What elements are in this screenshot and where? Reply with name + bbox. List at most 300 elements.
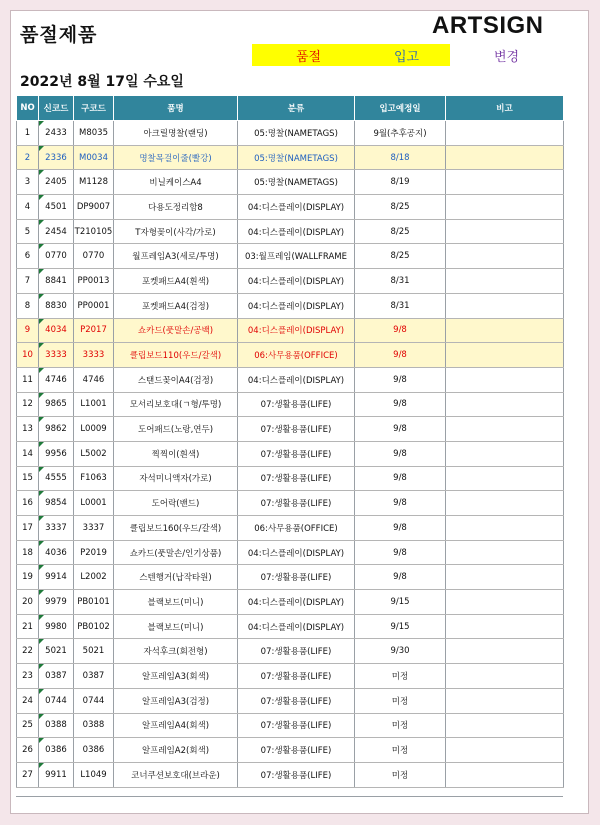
cell-eta-text: 8/18: [390, 152, 410, 163]
table-row: [17, 590, 564, 615]
cell-no: [17, 738, 39, 763]
cell-new-code-text: 9979: [45, 596, 67, 607]
cell-old-code: [74, 664, 114, 689]
table-row: [17, 121, 564, 146]
cell-category: [238, 738, 355, 763]
cell-old-code: [74, 367, 114, 392]
cell-new-code-text: 2454: [45, 226, 67, 237]
cell-comment-marker: [39, 417, 44, 422]
cell-old-code-text: 0387: [82, 670, 105, 681]
table-row: [17, 688, 564, 713]
cell-product-name: [114, 343, 238, 368]
cell-no-text: 4: [24, 201, 31, 212]
cell-product-name-text: 포켓패드A4(흰색): [141, 276, 210, 287]
cell-eta: [355, 293, 446, 318]
cell-old-code-text: L0001: [80, 498, 107, 509]
cell-old-code-text: 5021: [82, 646, 105, 657]
cell-product-name-text: 알프레임A3(검정): [141, 696, 210, 707]
cell-old-code: [74, 417, 114, 442]
cell-new-code-text: 2433: [45, 127, 67, 138]
cell-old-code: [74, 244, 114, 269]
cell-note: [446, 367, 564, 392]
cell-new-code-text: 9854: [45, 498, 67, 509]
cell-eta: [355, 491, 446, 516]
cell-comment-marker: [39, 565, 44, 570]
table-row: [17, 614, 564, 639]
cell-eta-text: 8/19: [390, 177, 410, 188]
cell-product-name: [114, 466, 238, 491]
soldout-products-table: [16, 95, 564, 788]
cell-product-name-text: 모서리보호대(ㄱ형/투명): [129, 400, 222, 411]
cell-old-code: [74, 145, 114, 170]
cell-comment-marker: [39, 269, 44, 274]
cell-category: [238, 170, 355, 195]
cell-new-code: [39, 762, 74, 787]
cell-eta-text: 9/8: [393, 424, 407, 435]
cell-category-text: 07:생활용품(LIFE): [260, 746, 332, 757]
cell-category-text: 07:생활용품(LIFE): [260, 573, 332, 584]
cell-note: [446, 269, 564, 294]
cell-note: [446, 491, 564, 516]
cell-product-name-text: 코너쿠션보호대(브라운): [131, 770, 220, 781]
cell-product-name: [114, 639, 238, 664]
cell-old-code: [74, 343, 114, 368]
cell-category-text: 07:생활용품(LIFE): [260, 647, 332, 658]
cell-old-code-text: 4746: [82, 374, 105, 385]
cell-no-text: 24: [22, 695, 33, 706]
cell-old-code: [74, 540, 114, 565]
cell-category-text: 07:생활용품(LIFE): [260, 449, 332, 460]
cell-new-code-text: 4036: [45, 547, 67, 558]
cell-new-code-text: 2336: [45, 152, 67, 163]
cell-old-code-text: M0034: [79, 152, 108, 163]
cell-product-name-text: 월프레임A3(세로/투명): [132, 252, 219, 263]
cell-category: [238, 590, 355, 615]
cell-no: [17, 269, 39, 294]
cell-note: [446, 293, 564, 318]
cell-no: [17, 762, 39, 787]
brand-logo-text: ARTSIGN: [432, 12, 544, 39]
cell-no: [17, 441, 39, 466]
cell-new-code: [39, 639, 74, 664]
cell-no: [17, 121, 39, 146]
cell-eta: [355, 688, 446, 713]
cell-eta-text: 9/30: [390, 646, 410, 657]
cell-eta: [355, 664, 446, 689]
cell-old-code-text: M8035: [79, 127, 108, 138]
cell-eta: [355, 639, 446, 664]
cell-product-name: [114, 565, 238, 590]
cell-new-code: [39, 713, 74, 738]
cell-comment-marker: [39, 244, 44, 249]
cell-category: [238, 293, 355, 318]
cell-old-code-text: L2002: [80, 572, 107, 583]
cell-old-code: [74, 713, 114, 738]
cell-category-text: 04:디스플레이(DISPLAY): [247, 548, 345, 559]
cell-product-name: [114, 244, 238, 269]
cell-category: [238, 195, 355, 220]
cell-new-code-text: 2405: [45, 177, 67, 188]
cell-new-code: [39, 540, 74, 565]
cell-product-name: [114, 392, 238, 417]
cell-category: [238, 491, 355, 516]
cell-no: [17, 392, 39, 417]
cell-eta: [355, 219, 446, 244]
cell-eta: [355, 244, 446, 269]
cell-no-text: 22: [22, 646, 33, 657]
cell-product-name-text: 클립보드110(우드/갈색): [129, 351, 222, 362]
cell-product-name-text: 알프레임A4(회색): [141, 721, 210, 732]
cell-no-text: 6: [24, 251, 31, 262]
cell-eta: [355, 762, 446, 787]
cell-product-name-text: 아크릴명찰(랜딩): [143, 128, 208, 139]
table-row: [17, 219, 564, 244]
cell-no: [17, 713, 39, 738]
cell-old-code: [74, 466, 114, 491]
cell-comment-marker: [39, 763, 44, 768]
cell-no: [17, 540, 39, 565]
cell-no-text: 18: [22, 547, 33, 558]
header-eta: 입고예정일: [355, 96, 446, 121]
cell-note: [446, 195, 564, 220]
cell-product-name: [114, 738, 238, 763]
cell-old-code: [74, 516, 114, 541]
cell-category-text: 07:생활용품(LIFE): [260, 770, 332, 781]
cell-eta: [355, 441, 446, 466]
cell-no-text: 19: [22, 572, 33, 583]
header-note: 비고: [446, 96, 564, 121]
cell-no: [17, 491, 39, 516]
cell-old-code: [74, 762, 114, 787]
header-new-code: 신코드: [39, 96, 74, 121]
cell-comment-marker: [39, 738, 44, 743]
cell-new-code-text: 4501: [45, 201, 67, 212]
cell-note: [446, 762, 564, 787]
cell-no: [17, 145, 39, 170]
table-row: [17, 318, 564, 343]
cell-eta: [355, 121, 446, 146]
cell-old-code-text: L5002: [80, 448, 107, 459]
cell-old-code-text: L1049: [80, 769, 107, 780]
cell-no: [17, 367, 39, 392]
cell-category-text: 07:생활용품(LIFE): [260, 474, 332, 485]
cell-note: [446, 614, 564, 639]
table-row: [17, 343, 564, 368]
table-header-row: [17, 96, 564, 121]
cell-category-text: 04:디스플레이(DISPLAY): [247, 202, 345, 213]
cell-note: [446, 121, 564, 146]
cell-no-text: 9: [24, 325, 31, 336]
cell-new-code: [39, 293, 74, 318]
cell-comment-marker: [39, 491, 44, 496]
cell-product-name: [114, 762, 238, 787]
cell-product-name: [114, 170, 238, 195]
cell-note: [446, 738, 564, 763]
cell-eta-text: 미정: [391, 746, 409, 757]
cell-comment-marker: [39, 516, 44, 521]
table-row: [17, 491, 564, 516]
cell-note: [446, 318, 564, 343]
cell-no-text: 3: [24, 177, 31, 188]
cell-category-text: 07:생활용품(LIFE): [260, 425, 332, 436]
cell-no: [17, 170, 39, 195]
cell-old-code: [74, 565, 114, 590]
cell-eta: [355, 466, 446, 491]
cell-product-name: [114, 269, 238, 294]
cell-no-text: 26: [22, 745, 33, 756]
cell-new-code: [39, 417, 74, 442]
cell-new-code-text: 9980: [45, 621, 67, 632]
cell-note: [446, 466, 564, 491]
cell-new-code: [39, 343, 74, 368]
cell-product-name: [114, 713, 238, 738]
cell-no-text: 15: [22, 473, 33, 484]
cell-note: [446, 688, 564, 713]
cell-eta-text: 9/8: [393, 473, 407, 484]
table-row: [17, 540, 564, 565]
cell-eta-text: 9/8: [393, 547, 407, 558]
cell-new-code: [39, 145, 74, 170]
cell-category: [238, 466, 355, 491]
cell-comment-marker: [39, 294, 44, 299]
cell-category-text: 05:명찰(NAMETAGS): [254, 153, 338, 164]
cell-no-text: 20: [22, 596, 33, 607]
cell-product-name: [114, 516, 238, 541]
cell-new-code-text: 0387: [45, 670, 67, 681]
cell-no: [17, 664, 39, 689]
cell-old-code-text: PB0101: [77, 596, 110, 607]
cell-new-code-text: 4034: [45, 325, 67, 336]
cell-eta-text: 8/31: [390, 300, 410, 311]
table-row: [17, 516, 564, 541]
table-row: [17, 170, 564, 195]
cell-old-code: [74, 121, 114, 146]
cell-old-code: [74, 738, 114, 763]
cell-no: [17, 343, 39, 368]
legend-incoming: 입고: [394, 50, 420, 65]
cell-comment-marker: [39, 689, 44, 694]
cell-new-code-text: 9865: [45, 399, 67, 410]
cell-category-text: 07:생활용품(LIFE): [260, 400, 332, 411]
cell-new-code-text: 4746: [45, 374, 67, 385]
cell-category-text: 05:명찰(NAMETAGS): [254, 178, 338, 189]
cell-category: [238, 565, 355, 590]
cell-old-code-text: PP0001: [77, 300, 110, 311]
cell-category-text: 04:디스플레이(DISPLAY): [247, 597, 345, 608]
cell-product-name-text: 다용도정리함8: [148, 202, 203, 213]
cell-eta-text: 9/8: [393, 399, 407, 410]
cell-eta-text: 9/8: [393, 325, 407, 336]
cell-eta-text: 미정: [391, 696, 409, 707]
cell-no: [17, 244, 39, 269]
cell-product-name-text: 알프레임A3(회색): [141, 671, 210, 682]
table-row: [17, 145, 564, 170]
table-body: [17, 121, 564, 788]
cell-product-name-text: 도어락(밴드): [151, 499, 200, 510]
cell-product-name: [114, 590, 238, 615]
cell-no: [17, 219, 39, 244]
cell-product-name: [114, 614, 238, 639]
cell-old-code: [74, 441, 114, 466]
cell-eta: [355, 343, 446, 368]
cell-no-text: 21: [22, 621, 33, 632]
cell-note: [446, 540, 564, 565]
cell-no: [17, 466, 39, 491]
cell-eta: [355, 540, 446, 565]
cell-new-code: [39, 121, 74, 146]
cell-no: [17, 318, 39, 343]
status-legend: [252, 44, 450, 66]
cell-eta-text: 8/25: [390, 226, 410, 237]
cell-eta: [355, 417, 446, 442]
cell-no: [17, 614, 39, 639]
cell-new-code: [39, 219, 74, 244]
cell-note: [446, 516, 564, 541]
cell-new-code: [39, 738, 74, 763]
cell-eta: [355, 195, 446, 220]
cell-new-code: [39, 367, 74, 392]
cell-eta-text: 9/8: [393, 350, 407, 361]
cell-no-text: 16: [22, 498, 33, 509]
cell-eta-text: 8/31: [390, 275, 410, 286]
cell-category: [238, 614, 355, 639]
table-row: [17, 441, 564, 466]
cell-eta-text: 9/15: [390, 596, 410, 607]
cell-new-code: [39, 590, 74, 615]
cell-category: [238, 441, 355, 466]
cell-note: [446, 417, 564, 442]
cell-eta-text: 9/8: [393, 498, 407, 509]
table-row: [17, 762, 564, 787]
cell-new-code-text: 0386: [45, 745, 67, 756]
cell-old-code: [74, 195, 114, 220]
table-row: [17, 244, 564, 269]
cell-old-code-text: P2017: [80, 325, 107, 336]
cell-no-text: 8: [24, 300, 31, 311]
legend-sold-out: 품절: [296, 50, 322, 65]
cell-eta-text: 8/25: [390, 201, 410, 212]
cell-new-code: [39, 392, 74, 417]
cell-product-name: [114, 219, 238, 244]
cell-old-code-text: L1001: [80, 399, 107, 410]
cell-product-name-text: 포켓패드A4(검정): [141, 301, 210, 312]
cell-product-name-text: 쇼카드(풋말손/인기상품): [129, 548, 222, 559]
cell-category: [238, 343, 355, 368]
cell-eta-text: 8/25: [390, 251, 410, 262]
cell-no-text: 10: [22, 350, 33, 361]
cell-product-name-text: 자석미니액자(가로): [139, 474, 212, 485]
cell-category: [238, 244, 355, 269]
cell-old-code-text: L0009: [80, 424, 107, 435]
cell-product-name-text: 클립보드160(우드/갈색): [129, 523, 222, 534]
cell-product-name: [114, 441, 238, 466]
cell-no: [17, 590, 39, 615]
cell-old-code: [74, 318, 114, 343]
cell-old-code-text: 3333: [82, 350, 105, 361]
cell-product-name-text: 자석후크(회전형): [143, 647, 208, 658]
cell-old-code-text: F1063: [80, 473, 107, 484]
cell-category: [238, 367, 355, 392]
cell-old-code-text: 0388: [82, 720, 105, 731]
table-row: [17, 269, 564, 294]
cell-new-code-text: 8830: [45, 300, 67, 311]
cell-eta: [355, 318, 446, 343]
cell-comment-marker: [39, 541, 44, 546]
cell-product-name-text: 도어패드(노랑,연두): [137, 425, 214, 436]
cell-category-text: 04:디스플레이(DISPLAY): [247, 276, 345, 287]
cell-category-text: 04:디스플레이(DISPLAY): [247, 326, 345, 337]
cell-no-text: 12: [22, 399, 33, 410]
cell-no: [17, 639, 39, 664]
cell-comment-marker: [39, 146, 44, 151]
cell-comment-marker: [39, 442, 44, 447]
cell-product-name: [114, 491, 238, 516]
cell-comment-marker: [39, 121, 44, 126]
cell-no-text: 2: [24, 152, 31, 163]
table-row: [17, 392, 564, 417]
cell-new-code: [39, 466, 74, 491]
cell-eta: [355, 170, 446, 195]
cell-category: [238, 318, 355, 343]
cell-category: [238, 540, 355, 565]
cell-old-code: [74, 614, 114, 639]
cell-category-text: 06:사무용품(OFFICE): [254, 351, 338, 362]
cell-new-code: [39, 614, 74, 639]
cell-product-name-text: 비닐케이스A4: [149, 178, 202, 189]
cell-old-code: [74, 491, 114, 516]
cell-new-code-text: 8841: [45, 275, 67, 286]
cell-no-text: 1: [24, 127, 31, 138]
cell-category-text: 07:생활용품(LIFE): [260, 671, 332, 682]
cell-comment-marker: [39, 319, 44, 324]
cell-product-name-text: 알프레임A2(회색): [141, 746, 210, 757]
cell-eta: [355, 565, 446, 590]
cell-product-name: [114, 121, 238, 146]
cell-eta-text: 9/8: [393, 522, 407, 533]
cell-category: [238, 145, 355, 170]
cell-product-name: [114, 367, 238, 392]
cell-no-text: 14: [22, 448, 33, 459]
cell-old-code-text: 0770: [82, 251, 105, 262]
cell-old-code: [74, 590, 114, 615]
cell-new-code: [39, 565, 74, 590]
cell-comment-marker: [39, 615, 44, 620]
cell-eta-text: 9/8: [393, 572, 407, 583]
cell-category-text: 04:디스플레이(DISPLAY): [247, 375, 345, 386]
cell-no-text: 11: [22, 374, 33, 385]
cell-eta: [355, 614, 446, 639]
cell-new-code-text: 9862: [45, 424, 67, 435]
cell-no-text: 7: [24, 275, 31, 286]
cell-note: [446, 590, 564, 615]
cell-category-text: 06:사무용품(OFFICE): [254, 523, 338, 534]
cell-product-name: [114, 195, 238, 220]
cell-product-name: [114, 145, 238, 170]
header-category: 분류: [238, 96, 355, 121]
page-title: 품절제품: [20, 24, 98, 46]
cell-no-text: 5: [24, 226, 31, 237]
cell-no: [17, 293, 39, 318]
cell-eta-text: 미정: [391, 671, 409, 682]
cell-product-name: [114, 417, 238, 442]
cell-new-code-text: 9914: [45, 572, 67, 583]
cell-eta: [355, 367, 446, 392]
cell-no: [17, 565, 39, 590]
cell-category: [238, 762, 355, 787]
cell-no-text: 23: [22, 670, 33, 681]
cell-new-code-text: 0744: [45, 695, 67, 706]
cell-comment-marker: [39, 393, 44, 398]
